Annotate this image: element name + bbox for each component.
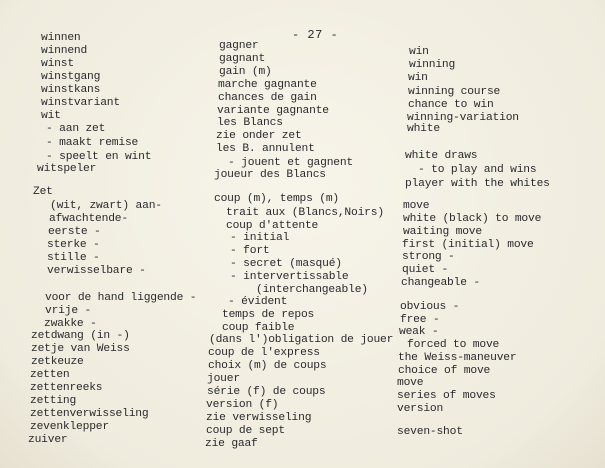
dutch-term: zuiver <box>28 434 68 446</box>
french-term: - secret (masqué) <box>230 258 342 270</box>
french-term: joueur des Blancs <box>214 169 326 181</box>
english-term: free - <box>400 314 440 326</box>
dutch-term: (wit, zwart) aan- <box>50 200 162 212</box>
english-term: the Weiss-maneuver <box>398 352 517 364</box>
french-term: zie onder zet <box>216 130 302 142</box>
french-term: série (f) de coups <box>207 386 326 398</box>
french-term: zie verwisseling <box>206 412 312 424</box>
dutch-term: zetten <box>30 369 70 381</box>
english-term: winning course <box>408 86 501 98</box>
page-number: - 27 - <box>292 28 339 42</box>
french-term: coup faible <box>222 322 295 334</box>
english-term: changeable - <box>401 277 480 289</box>
french-term: les Blancs <box>217 117 283 129</box>
dutch-term: - maakt remise <box>46 137 139 149</box>
english-term: waiting move <box>403 226 482 238</box>
english-term: forced to move <box>407 339 500 351</box>
english-term: win <box>408 72 428 84</box>
english-term: white draws <box>405 150 478 162</box>
dutch-term: winstkans <box>41 84 101 96</box>
dutch-term: zettenverwisseling <box>30 408 149 420</box>
dutch-term: winnend <box>41 45 88 57</box>
french-term: les B. annulent <box>216 143 315 155</box>
dutch-term: zetting <box>30 395 77 407</box>
english-term: player with the whites <box>405 178 550 190</box>
french-term: gagnant <box>219 53 266 65</box>
english-term: chance to win <box>408 99 494 111</box>
english-term: winning-variation <box>407 112 519 124</box>
french-term: - initial <box>230 232 290 244</box>
english-term: white <box>407 123 440 135</box>
dutch-term: eerste - <box>48 226 101 238</box>
french-term: (dans l')obligation de jouer <box>209 334 394 346</box>
dutch-term: witspeler <box>37 163 97 175</box>
french-term: jouer <box>207 373 240 385</box>
english-term: move <box>403 200 430 212</box>
french-term: zie gaaf <box>205 438 258 450</box>
french-term: coup de sept <box>206 425 285 437</box>
dutch-term: vrije - <box>45 305 92 317</box>
english-term: seven-shot <box>397 426 463 438</box>
english-term: weak - <box>399 326 439 338</box>
dutch-term: afwachtende- <box>49 213 128 225</box>
dutch-term: - aan zet <box>46 123 106 135</box>
english-term: - to play and wins <box>418 164 537 176</box>
french-term: gain (m) <box>219 66 272 78</box>
dutch-term: - speelt en wint <box>46 151 152 163</box>
dutch-term: zwakke - <box>44 318 97 330</box>
french-term: trait aux (Blancs,Noirs) <box>226 207 384 219</box>
french-term: coup d'attente <box>226 220 319 232</box>
dutch-term: zetkeuze <box>31 356 84 368</box>
french-term: chances de gain <box>218 92 317 104</box>
dutch-term: stille - <box>47 252 100 264</box>
french-term: variante gagnante <box>217 105 329 117</box>
french-term: marche gagnante <box>218 79 317 91</box>
french-term: version (f) <box>206 399 279 411</box>
french-term: - intervertissable <box>230 271 349 283</box>
english-term: move <box>397 377 424 389</box>
english-term: win <box>409 46 429 58</box>
french-term: - évident <box>228 296 288 308</box>
dutch-term: Zet <box>33 186 53 198</box>
dutch-term: zevenklepper <box>30 421 109 433</box>
english-term: strong - <box>402 251 455 263</box>
english-term: choice of move <box>398 365 491 377</box>
english-term: winning <box>409 59 456 71</box>
french-term: (interchangeable) <box>256 284 368 296</box>
english-term: first (initial) move <box>402 239 534 251</box>
dutch-term: winst <box>41 58 74 70</box>
dutch-term: zettenreeks <box>30 382 103 394</box>
english-term: version <box>397 403 444 415</box>
french-term: gagner <box>219 40 259 52</box>
dutch-term: wit <box>41 110 61 122</box>
dutch-term: zetje van Weiss <box>31 343 130 355</box>
dutch-term: voor de hand liggende - <box>45 292 197 304</box>
english-term: series of moves <box>397 390 496 402</box>
dutch-term: winnen <box>41 32 81 44</box>
dutch-term: zetdwang (in -) <box>31 330 130 342</box>
dutch-term: sterke - <box>47 239 100 251</box>
english-term: white (black) to move <box>403 213 542 225</box>
english-term: obvious - <box>400 301 460 313</box>
french-term: choix (m) de coups <box>208 360 327 372</box>
dutch-term: winstvariant <box>41 97 120 109</box>
french-term: - fort <box>230 245 270 257</box>
english-term: quiet - <box>402 264 449 276</box>
french-term: - jouent et gagnent <box>228 157 354 169</box>
french-term: coup (m), temps (m) <box>214 193 340 205</box>
french-term: coup de l'express <box>208 347 320 359</box>
dutch-term: winstgang <box>41 71 101 83</box>
dutch-term: verwisselbare - <box>47 265 146 277</box>
french-term: temps de repos <box>222 309 315 321</box>
